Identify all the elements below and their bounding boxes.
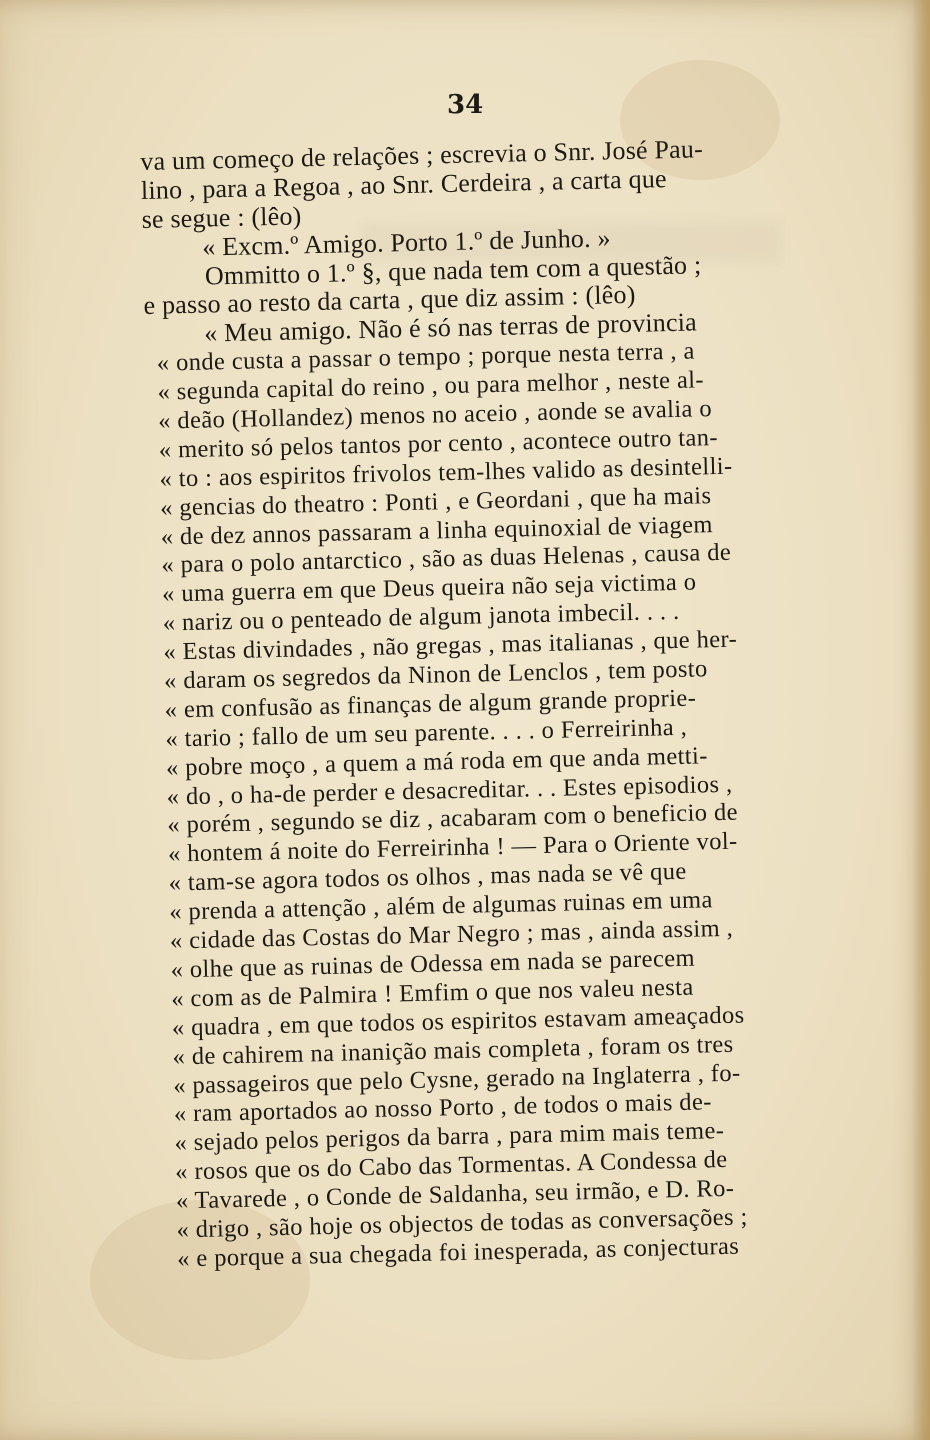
text-line: e passo ao resto da carta , que diz assim : (lêo) (143, 280, 636, 321)
text-line: « merito só pelos tantos por cento , acontece outro tan- (158, 423, 719, 464)
text-line: « to : aos espiritos frivolos tem-lhes valido as desintelli- (159, 452, 733, 493)
text-line: « segunda capital do reino , ou para melhor , neste al- (157, 366, 705, 406)
text-line: « tario ; fallo de um seu parente. . . . o Ferreirinha , (165, 713, 688, 753)
text-line: « porém , segundo se diz , acabaram com o beneficio de (167, 799, 739, 840)
text-line: « passageiros que pelo Cysne, gerado na Inglaterra , fo- (172, 1059, 741, 1099)
text-line: « sejado pelos perigos da barra , para mim mais teme- (174, 1117, 725, 1157)
text-line: « de dez annos passaram a linha equinoxial de viagem (160, 510, 714, 551)
text-line: « do , o ha-de perder e desacreditar. . . Estes episodios , (166, 770, 733, 811)
page-edge-shadow (912, 0, 930, 1440)
text-line: « ram aportados ao nosso Porto , de todos o mais de- (173, 1088, 713, 1128)
text-line: « para o polo antarctico , são as duas Helenas , causa de (161, 539, 732, 580)
text-line: va um começo de relações ; escrevia o Snr. José Pau- (139, 134, 704, 176)
text-line: « onde custa a passar o tempo ; porque nesta terra , a (156, 337, 696, 377)
text-line: « uma guerra em que Deus queira não seja victima o (161, 568, 697, 608)
text-line: « pobre moço , a quem a má roda em que anda metti- (165, 741, 709, 782)
text-line: « cidade das Costas do Mar Negro ; mas , ainda assim , (169, 914, 734, 955)
text-line: « daram os segredos da Ninon de Lenclos , tem posto (163, 655, 708, 695)
text-line: « deão (Hollandez) menos no aceio , aonde se avalia o (157, 395, 713, 435)
text-line: « nariz ou o penteado de algum janota imbecil. . . . (162, 598, 680, 637)
text-line: « de cahirem na inanição mais completa , foram os tres (172, 1030, 734, 1071)
text-line: « drigo , são hoje os objectos de todas as conversações ; (176, 1203, 748, 1244)
text-line: Ommitto o 1.º §, que nada tem com a questão ; (204, 249, 702, 291)
text-line: « gencias do theatro : Ponti , e Geordani , que ha mais (159, 481, 712, 522)
text-line: « hontem á noite do Ferreirinha ! — Para o Oriente vol- (167, 827, 738, 868)
text-line: « olhe que as ruinas de Odessa em nada se parecem (170, 944, 696, 984)
text-line: « prenda a attenção , além de algumas ruinas em uma (169, 886, 714, 926)
text-line: « tam-se agora todos os olhos , mas nada se vê que (168, 858, 687, 897)
text-line: « Meu amigo. Não é só nas terras de provincia (203, 307, 698, 348)
text-line: « em confusão as finanças de algum grande proprie- (164, 684, 697, 724)
text-line: « Estas divindades , não gregas , mas italianas , que her- (163, 625, 738, 666)
text-line: « Tavarede , o Conde de Saldanha, seu irmão, e D. Ro- (175, 1174, 735, 1215)
text-line: « Excm.º Amigo. Porto 1.º de Junho. » (201, 223, 611, 262)
page-number: 34 (447, 90, 484, 120)
text-line: « rosos que os do Cabo das Tormentas. A Condessa de (174, 1146, 728, 1186)
text-line: « e porque a sua chegada foi inesperada, as conjecturas (176, 1232, 740, 1273)
text-line: lino , para a Regoa , ao Snr. Cerdeira , a carta que (140, 163, 668, 205)
text-line: « quadra , em que todos os espiritos estavam ameaçados (171, 1001, 745, 1042)
text-line: se segue : (lêo) (141, 201, 302, 234)
body-text (140, 133, 845, 1275)
text-line: « com as de Palmira ! Emfim o que nos valeu nesta (171, 973, 694, 1013)
